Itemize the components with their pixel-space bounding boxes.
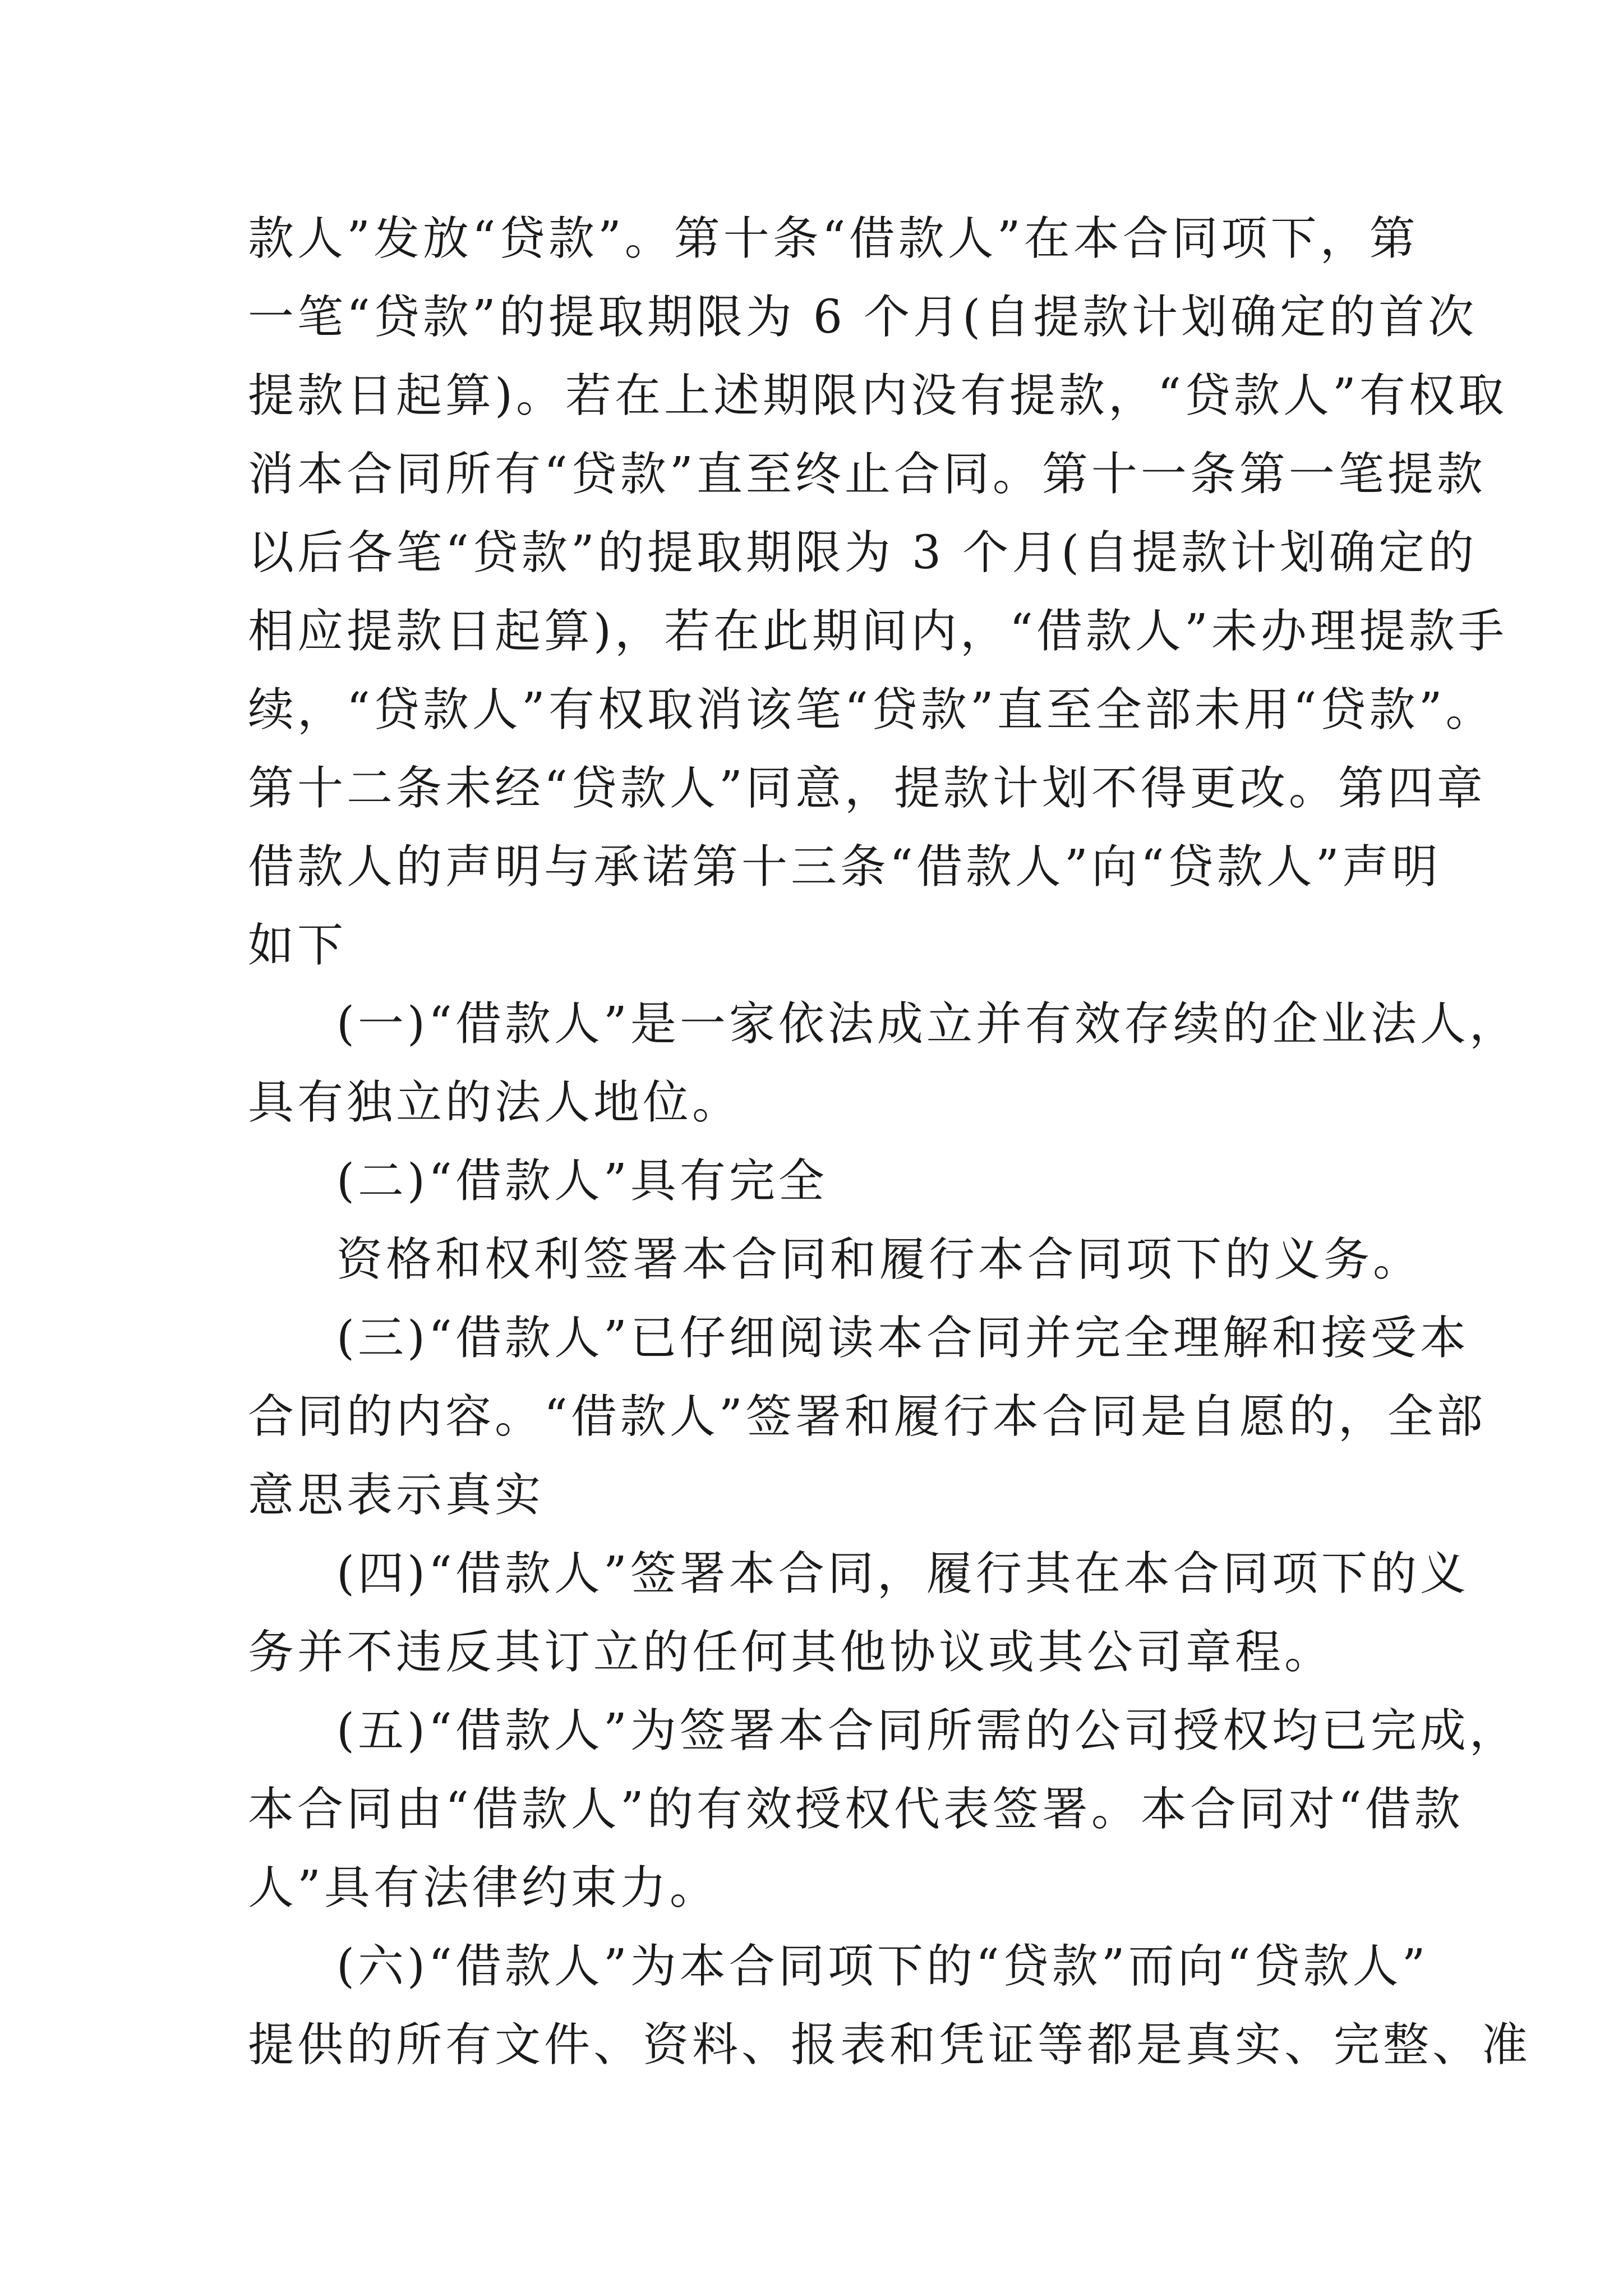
paragraph-line: 资格和权利签署本合同和履行本合同项下的义务。: [336, 1233, 1423, 1286]
text-line: 消本合同所有“贷款”直至终止合同。第十一条第一笔提款: [248, 448, 1486, 501]
paragraph-line: (四)“借款人”签署本合同，履行其在本合同项下的义: [336, 1547, 1469, 1600]
text-line: 第十二条未经“贷款人”同意，提款计划不得更改。第四章: [248, 762, 1486, 815]
text-line: 续，“贷款人”有权取消该笔“贷款”直至全部未用“贷款”。: [248, 683, 1495, 737]
text-line: 提款日起算)。若在上述期限内没有提款，“贷款人”有权取: [248, 369, 1507, 422]
paragraph-line: (二)“借款人”具有完全: [336, 1154, 828, 1208]
text-line: 相应提款日起算)，若在此期间内，“借款人”未办理提款手: [248, 605, 1507, 658]
text-line: 本合同由“借款人”的有效授权代表签署。本合同对“借款: [248, 1783, 1464, 1836]
text-line: 以后各笔“贷款”的提取期限为 3 个月(自提款计划确定的: [248, 526, 1478, 579]
text-line: 如下: [248, 919, 347, 972]
paragraph-line: (一)“借款人”是一家依法成立并有效存续的企业法人，: [336, 997, 1519, 1051]
text-line: 借款人的声明与承诺第十三条“借款人”向“贷款人”声明: [248, 840, 1441, 894]
paragraph-line: (六)“借款人”为本合同项下的“贷款”而向“贷款人”: [336, 1940, 1429, 1993]
text-line: 一笔“贷款”的提取期限为 6 个月(自提款计划确定的首次: [248, 291, 1478, 344]
text-line: 具有独立的法人地位。: [248, 1076, 742, 1129]
paragraph-line: (三)“借款人”已仔细阅读本合同并完全理解和接受本: [336, 1312, 1469, 1365]
text-line: 合同的内容。“借款人”签署和履行本合同是自愿的，全部: [248, 1390, 1486, 1443]
text-line: 务并不违反其订立的任何其他协议或其公司章程。: [248, 1626, 1334, 1679]
text-line: 意思表示真实: [248, 1469, 545, 1522]
text-line: 提供的所有文件、资料、报表和凭证等都是真实、完整、准: [248, 2018, 1532, 2072]
paragraph-line: (五)“借款人”为签署本合同所需的公司授权均已完成，: [336, 1704, 1519, 1757]
text-line: 人”具有法律约束力。: [248, 1861, 719, 1915]
text-line: 款人”发放“贷款”。第十条“借款人”在本合同项下，第: [248, 212, 1419, 265]
